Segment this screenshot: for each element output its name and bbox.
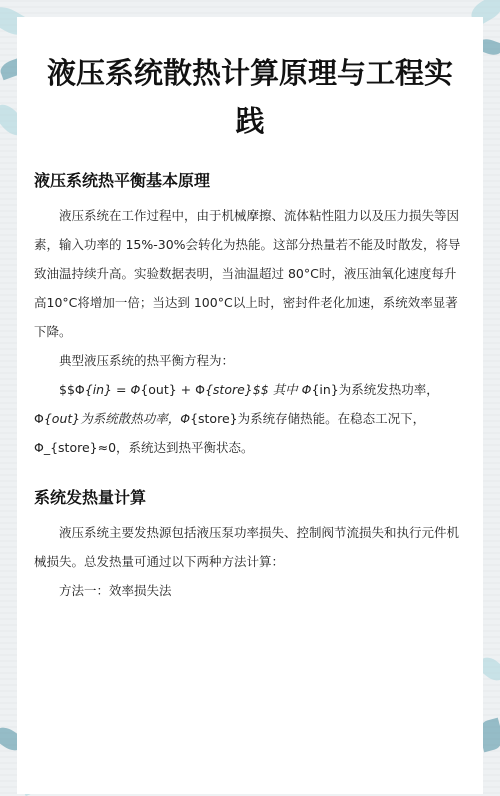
section-heading-heat-balance: 液压系统热平衡基本原理	[34, 171, 211, 190]
equation-paragraph	[34, 375, 466, 462]
section-heading-heat-calculation: 系统发热量计算	[34, 488, 147, 507]
paragraph: 典型液压系统的热平衡方程为：	[59, 353, 235, 368]
equation-text: $$Φ	[59, 382, 85, 397]
paragraph: 液压系统主要发热源包括液压泵功率损失、控制阀节流损失和执行元件机械损失。总发热量可通过以下两种方法计算：	[34, 525, 460, 569]
document-card	[17, 17, 483, 794]
paragraph: 液压系统在工作过程中，由于机械摩擦、流体粘性阻力以及压力损失等因素，输入功率的 15%-30%会转化为热能。这部分热量若不能及时散发，将导致油温持续升高。实验数据表明，当油温超过 80°C时，液压油氧化速度每升高10°C将增加一倍；当达到 100°C以上时，密封件老化加速，系统效率显著下降。	[34, 208, 461, 339]
equation-italic-text: {out}为系统散热功率，Φ	[43, 411, 191, 426]
equation-text: {in}为系统发热功率，Φ	[34, 382, 439, 426]
equation-text: {store}为系统存储热能。在稳态工况下，Φ_{store}≈0，系统达到热平衡状态。	[34, 411, 426, 455]
equation-text: {out} + Φ	[140, 382, 205, 397]
page-title: 液压系统散热计算原理与工程实践	[46, 56, 453, 138]
equation-italic-text: {store}$$ 其中 Φ	[204, 382, 312, 397]
equation-italic-text: {in} = Φ	[84, 382, 141, 397]
paragraph: 方法一：效率损失法	[59, 583, 172, 598]
